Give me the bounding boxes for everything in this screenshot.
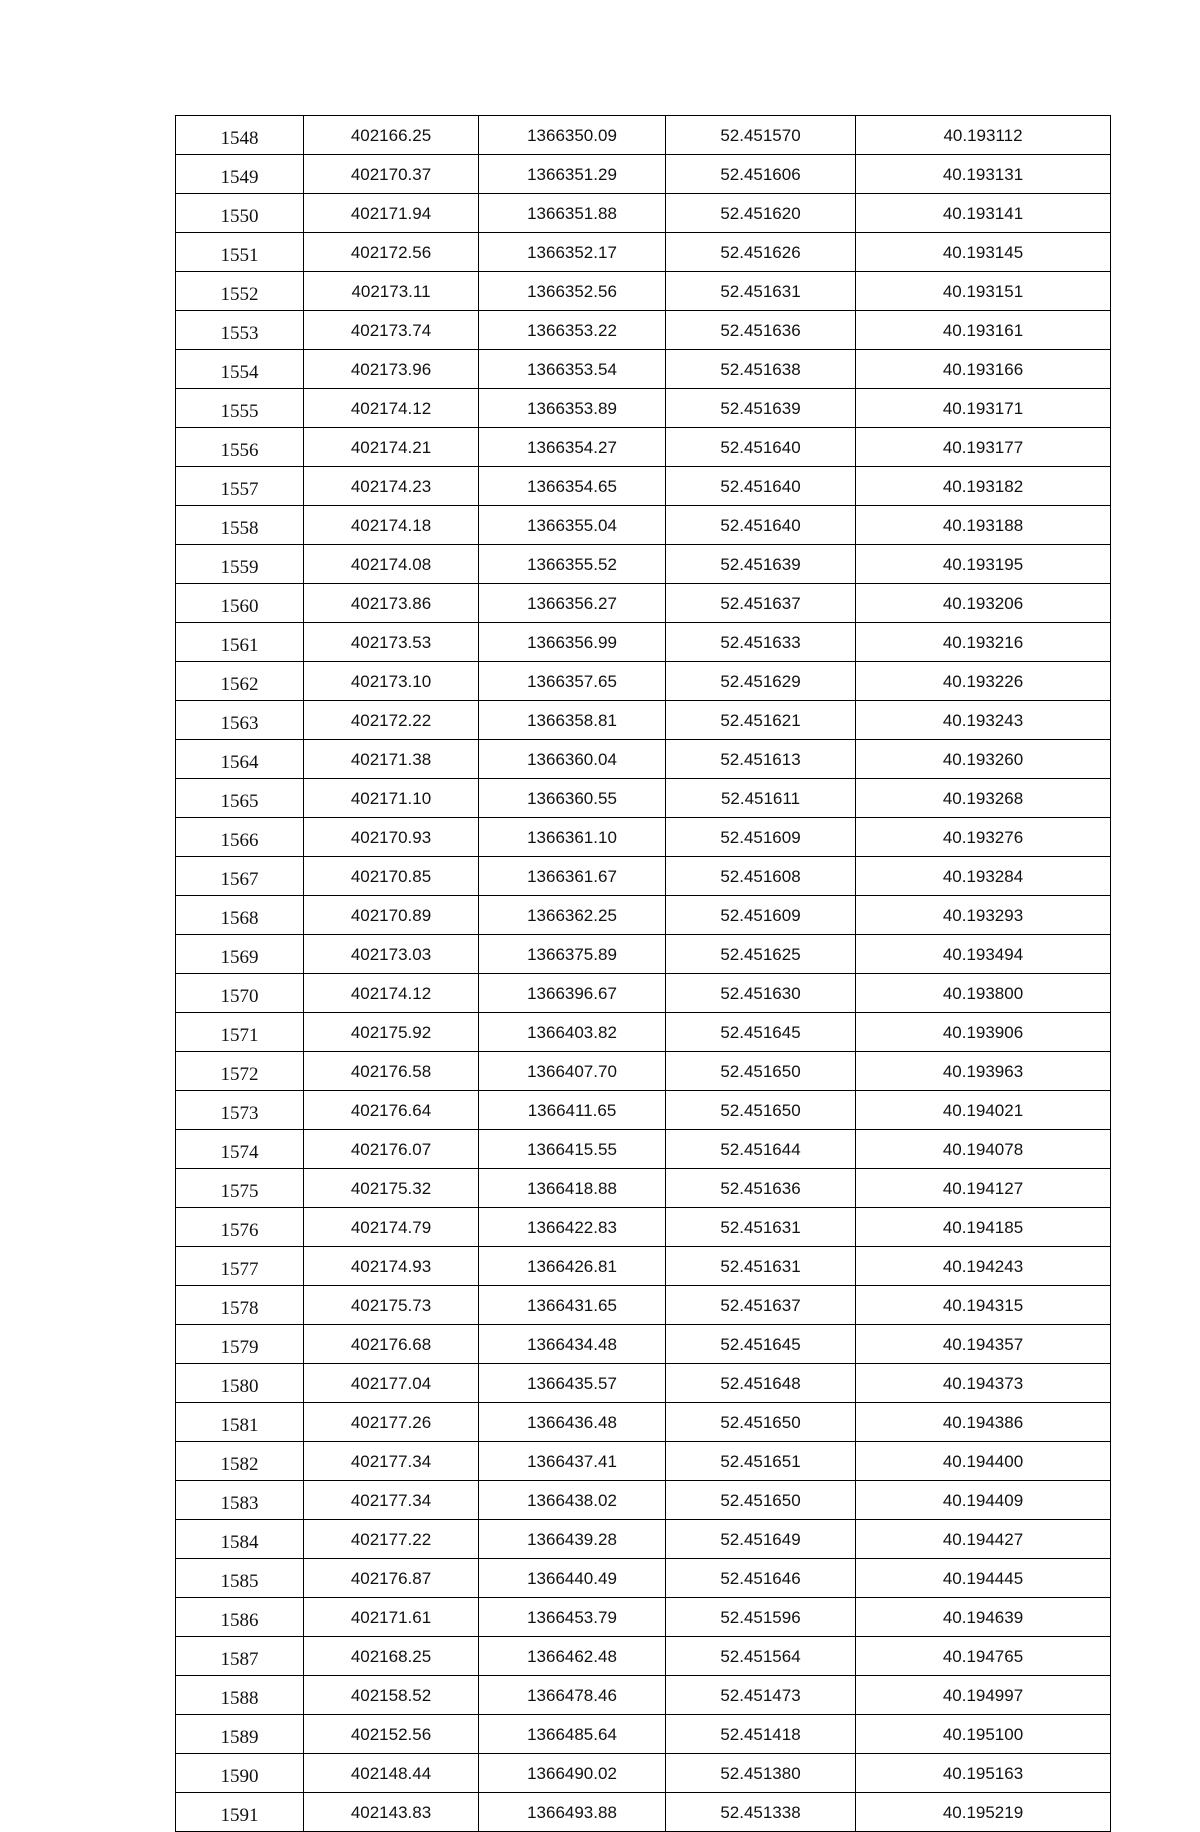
longitude-cell: 40.195219 — [856, 1793, 1111, 1832]
y-coordinate-cell: 1366354.65 — [479, 467, 666, 506]
point-number-cell: 1591 — [176, 1793, 304, 1832]
longitude-cell: 40.193145 — [856, 233, 1111, 272]
point-number-cell: 1576 — [176, 1208, 304, 1247]
table-row — [176, 1169, 1111, 1208]
point-number-cell: 1578 — [176, 1286, 304, 1325]
point-number-cell: 1551 — [176, 233, 304, 272]
y-coordinate-cell: 1366439.28 — [479, 1520, 666, 1559]
longitude-cell: 40.193284 — [856, 857, 1111, 896]
longitude-cell: 40.193494 — [856, 935, 1111, 974]
x-coordinate-cell: 402176.58 — [304, 1052, 479, 1091]
y-coordinate-cell: 1366352.17 — [479, 233, 666, 272]
table-row — [176, 974, 1111, 1013]
y-coordinate-cell: 1366403.82 — [479, 1013, 666, 1052]
point-number-cell: 1583 — [176, 1481, 304, 1520]
longitude-cell: 40.194127 — [856, 1169, 1111, 1208]
x-coordinate-cell: 402166.25 — [304, 116, 479, 155]
y-coordinate-cell: 1366438.02 — [479, 1481, 666, 1520]
point-number-cell: 1581 — [176, 1403, 304, 1442]
latitude-cell: 52.451640 — [666, 506, 856, 545]
latitude-cell: 52.451650 — [666, 1091, 856, 1130]
y-coordinate-cell: 1366355.52 — [479, 545, 666, 584]
point-number-cell: 1556 — [176, 428, 304, 467]
point-number-cell: 1555 — [176, 389, 304, 428]
table-row — [176, 779, 1111, 818]
y-coordinate-cell: 1366431.65 — [479, 1286, 666, 1325]
point-number-cell: 1582 — [176, 1442, 304, 1481]
y-coordinate-cell: 1366407.70 — [479, 1052, 666, 1091]
longitude-cell: 40.193188 — [856, 506, 1111, 545]
latitude-cell: 52.451645 — [666, 1325, 856, 1364]
coordinates-table-body — [176, 116, 1111, 1832]
point-number-cell: 1549 — [176, 155, 304, 194]
table-row — [176, 1559, 1111, 1598]
y-coordinate-cell: 1366361.10 — [479, 818, 666, 857]
longitude-cell: 40.193131 — [856, 155, 1111, 194]
latitude-cell: 52.451609 — [666, 818, 856, 857]
longitude-cell: 40.193963 — [856, 1052, 1111, 1091]
table-row — [176, 233, 1111, 272]
table-row — [176, 623, 1111, 662]
latitude-cell: 52.451639 — [666, 545, 856, 584]
table-row — [176, 1676, 1111, 1715]
table-row — [176, 311, 1111, 350]
x-coordinate-cell: 402148.44 — [304, 1754, 479, 1793]
longitude-cell: 40.194357 — [856, 1325, 1111, 1364]
latitude-cell: 52.451564 — [666, 1637, 856, 1676]
longitude-cell: 40.193166 — [856, 350, 1111, 389]
table-row — [176, 1286, 1111, 1325]
longitude-cell: 40.193151 — [856, 272, 1111, 311]
y-coordinate-cell: 1366434.48 — [479, 1325, 666, 1364]
longitude-cell: 40.193276 — [856, 818, 1111, 857]
y-coordinate-cell: 1366418.88 — [479, 1169, 666, 1208]
table-row — [176, 1442, 1111, 1481]
latitude-cell: 52.451644 — [666, 1130, 856, 1169]
x-coordinate-cell: 402173.96 — [304, 350, 479, 389]
y-coordinate-cell: 1366356.27 — [479, 584, 666, 623]
point-number-cell: 1573 — [176, 1091, 304, 1130]
table-row — [176, 1637, 1111, 1676]
table-row — [176, 194, 1111, 233]
y-coordinate-cell: 1366435.57 — [479, 1364, 666, 1403]
latitude-cell: 52.451631 — [666, 272, 856, 311]
latitude-cell: 52.451637 — [666, 1286, 856, 1325]
point-number-cell: 1560 — [176, 584, 304, 623]
y-coordinate-cell: 1366362.25 — [479, 896, 666, 935]
x-coordinate-cell: 402177.34 — [304, 1481, 479, 1520]
point-number-cell: 1586 — [176, 1598, 304, 1637]
table-row — [176, 155, 1111, 194]
longitude-cell: 40.193800 — [856, 974, 1111, 1013]
y-coordinate-cell: 1366462.48 — [479, 1637, 666, 1676]
table-row — [176, 1247, 1111, 1286]
point-number-cell: 1564 — [176, 740, 304, 779]
point-number-cell: 1567 — [176, 857, 304, 896]
point-number-cell: 1590 — [176, 1754, 304, 1793]
point-number-cell: 1554 — [176, 350, 304, 389]
y-coordinate-cell: 1366415.55 — [479, 1130, 666, 1169]
latitude-cell: 52.451646 — [666, 1559, 856, 1598]
x-coordinate-cell: 402172.22 — [304, 701, 479, 740]
table-row — [176, 584, 1111, 623]
longitude-cell: 40.193906 — [856, 1013, 1111, 1052]
y-coordinate-cell: 1366437.41 — [479, 1442, 666, 1481]
x-coordinate-cell: 402175.92 — [304, 1013, 479, 1052]
longitude-cell: 40.195163 — [856, 1754, 1111, 1793]
longitude-cell: 40.194427 — [856, 1520, 1111, 1559]
longitude-cell: 40.194373 — [856, 1364, 1111, 1403]
y-coordinate-cell: 1366453.79 — [479, 1598, 666, 1637]
x-coordinate-cell: 402176.68 — [304, 1325, 479, 1364]
longitude-cell: 40.193206 — [856, 584, 1111, 623]
latitude-cell: 52.451633 — [666, 623, 856, 662]
longitude-cell: 40.194409 — [856, 1481, 1111, 1520]
y-coordinate-cell: 1366353.54 — [479, 350, 666, 389]
latitude-cell: 52.451631 — [666, 1247, 856, 1286]
table-row — [176, 350, 1111, 389]
point-number-cell: 1550 — [176, 194, 304, 233]
table-row — [176, 701, 1111, 740]
table-row — [176, 116, 1111, 155]
longitude-cell: 40.193226 — [856, 662, 1111, 701]
x-coordinate-cell: 402170.37 — [304, 155, 479, 194]
longitude-cell: 40.193268 — [856, 779, 1111, 818]
latitude-cell: 52.451638 — [666, 350, 856, 389]
x-coordinate-cell: 402174.18 — [304, 506, 479, 545]
table-row — [176, 1052, 1111, 1091]
table-row — [176, 1013, 1111, 1052]
x-coordinate-cell: 402171.94 — [304, 194, 479, 233]
latitude-cell: 52.451640 — [666, 467, 856, 506]
y-coordinate-cell: 1366411.65 — [479, 1091, 666, 1130]
latitude-cell: 52.451640 — [666, 428, 856, 467]
point-number-cell: 1571 — [176, 1013, 304, 1052]
x-coordinate-cell: 402173.10 — [304, 662, 479, 701]
table-row — [176, 467, 1111, 506]
longitude-cell: 40.194078 — [856, 1130, 1111, 1169]
table-row — [176, 1208, 1111, 1247]
x-coordinate-cell: 402174.08 — [304, 545, 479, 584]
y-coordinate-cell: 1366360.55 — [479, 779, 666, 818]
x-coordinate-cell: 402158.52 — [304, 1676, 479, 1715]
y-coordinate-cell: 1366354.27 — [479, 428, 666, 467]
table-row — [176, 545, 1111, 584]
x-coordinate-cell: 402174.79 — [304, 1208, 479, 1247]
latitude-cell: 52.451338 — [666, 1793, 856, 1832]
x-coordinate-cell: 402168.25 — [304, 1637, 479, 1676]
point-number-cell: 1588 — [176, 1676, 304, 1715]
y-coordinate-cell: 1366352.56 — [479, 272, 666, 311]
point-number-cell: 1575 — [176, 1169, 304, 1208]
latitude-cell: 52.451473 — [666, 1676, 856, 1715]
x-coordinate-cell: 402177.26 — [304, 1403, 479, 1442]
x-coordinate-cell: 402175.32 — [304, 1169, 479, 1208]
latitude-cell: 52.451650 — [666, 1052, 856, 1091]
point-number-cell: 1566 — [176, 818, 304, 857]
table-row — [176, 935, 1111, 974]
table-row — [176, 1520, 1111, 1559]
x-coordinate-cell: 402177.22 — [304, 1520, 479, 1559]
latitude-cell: 52.451626 — [666, 233, 856, 272]
y-coordinate-cell: 1366436.48 — [479, 1403, 666, 1442]
x-coordinate-cell: 402173.03 — [304, 935, 479, 974]
point-number-cell: 1563 — [176, 701, 304, 740]
x-coordinate-cell: 402173.74 — [304, 311, 479, 350]
y-coordinate-cell: 1366353.22 — [479, 311, 666, 350]
x-coordinate-cell: 402176.64 — [304, 1091, 479, 1130]
latitude-cell: 52.451650 — [666, 1481, 856, 1520]
y-coordinate-cell: 1366353.89 — [479, 389, 666, 428]
point-number-cell: 1589 — [176, 1715, 304, 1754]
latitude-cell: 52.451596 — [666, 1598, 856, 1637]
point-number-cell: 1562 — [176, 662, 304, 701]
table-row — [176, 506, 1111, 545]
latitude-cell: 52.451611 — [666, 779, 856, 818]
point-number-cell: 1552 — [176, 272, 304, 311]
y-coordinate-cell: 1366356.99 — [479, 623, 666, 662]
x-coordinate-cell: 402143.83 — [304, 1793, 479, 1832]
point-number-cell: 1577 — [176, 1247, 304, 1286]
point-number-cell: 1565 — [176, 779, 304, 818]
longitude-cell: 40.194185 — [856, 1208, 1111, 1247]
point-number-cell: 1580 — [176, 1364, 304, 1403]
point-number-cell: 1585 — [176, 1559, 304, 1598]
table-row — [176, 857, 1111, 896]
y-coordinate-cell: 1366360.04 — [479, 740, 666, 779]
longitude-cell: 40.193195 — [856, 545, 1111, 584]
longitude-cell: 40.194315 — [856, 1286, 1111, 1325]
latitude-cell: 52.451636 — [666, 1169, 856, 1208]
y-coordinate-cell: 1366357.65 — [479, 662, 666, 701]
latitude-cell: 52.451639 — [666, 389, 856, 428]
point-number-cell: 1584 — [176, 1520, 304, 1559]
point-number-cell: 1572 — [176, 1052, 304, 1091]
latitude-cell: 52.451625 — [666, 935, 856, 974]
latitude-cell: 52.451636 — [666, 311, 856, 350]
table-row — [176, 662, 1111, 701]
x-coordinate-cell: 402170.89 — [304, 896, 479, 935]
latitude-cell: 52.451606 — [666, 155, 856, 194]
longitude-cell: 40.194386 — [856, 1403, 1111, 1442]
y-coordinate-cell: 1366478.46 — [479, 1676, 666, 1715]
longitude-cell: 40.193112 — [856, 116, 1111, 155]
latitude-cell: 52.451631 — [666, 1208, 856, 1247]
latitude-cell: 52.451570 — [666, 116, 856, 155]
latitude-cell: 52.451621 — [666, 701, 856, 740]
y-coordinate-cell: 1366351.29 — [479, 155, 666, 194]
y-coordinate-cell: 1366351.88 — [479, 194, 666, 233]
latitude-cell: 52.451613 — [666, 740, 856, 779]
x-coordinate-cell: 402171.61 — [304, 1598, 479, 1637]
coordinates-table — [175, 115, 1111, 1832]
longitude-cell: 40.193182 — [856, 467, 1111, 506]
x-coordinate-cell: 402171.10 — [304, 779, 479, 818]
table-row — [176, 272, 1111, 311]
table-row — [176, 389, 1111, 428]
table-row — [176, 1481, 1111, 1520]
table-row — [176, 1793, 1111, 1832]
table-row — [176, 1754, 1111, 1793]
longitude-cell: 40.193141 — [856, 194, 1111, 233]
latitude-cell: 52.451380 — [666, 1754, 856, 1793]
y-coordinate-cell: 1366485.64 — [479, 1715, 666, 1754]
longitude-cell: 40.193171 — [856, 389, 1111, 428]
point-number-cell: 1568 — [176, 896, 304, 935]
table-row — [176, 818, 1111, 857]
latitude-cell: 52.451648 — [666, 1364, 856, 1403]
latitude-cell: 52.451609 — [666, 896, 856, 935]
point-number-cell: 1558 — [176, 506, 304, 545]
longitude-cell: 40.193161 — [856, 311, 1111, 350]
y-coordinate-cell: 1366396.67 — [479, 974, 666, 1013]
y-coordinate-cell: 1366355.04 — [479, 506, 666, 545]
point-number-cell: 1574 — [176, 1130, 304, 1169]
x-coordinate-cell: 402176.07 — [304, 1130, 479, 1169]
x-coordinate-cell: 402174.12 — [304, 389, 479, 428]
latitude-cell: 52.451629 — [666, 662, 856, 701]
point-number-cell: 1569 — [176, 935, 304, 974]
point-number-cell: 1561 — [176, 623, 304, 662]
x-coordinate-cell: 402175.73 — [304, 1286, 479, 1325]
longitude-cell: 40.194243 — [856, 1247, 1111, 1286]
table-row — [176, 1130, 1111, 1169]
latitude-cell: 52.451650 — [666, 1403, 856, 1442]
latitude-cell: 52.451649 — [666, 1520, 856, 1559]
x-coordinate-cell: 402174.23 — [304, 467, 479, 506]
longitude-cell: 40.194639 — [856, 1598, 1111, 1637]
table-row — [176, 896, 1111, 935]
longitude-cell: 40.195100 — [856, 1715, 1111, 1754]
latitude-cell: 52.451630 — [666, 974, 856, 1013]
longitude-cell: 40.194400 — [856, 1442, 1111, 1481]
longitude-cell: 40.194765 — [856, 1637, 1111, 1676]
y-coordinate-cell: 1366493.88 — [479, 1793, 666, 1832]
y-coordinate-cell: 1366422.83 — [479, 1208, 666, 1247]
longitude-cell: 40.193260 — [856, 740, 1111, 779]
longitude-cell: 40.194997 — [856, 1676, 1111, 1715]
x-coordinate-cell: 402170.85 — [304, 857, 479, 896]
y-coordinate-cell: 1366361.67 — [479, 857, 666, 896]
latitude-cell: 52.451637 — [666, 584, 856, 623]
point-number-cell: 1570 — [176, 974, 304, 1013]
x-coordinate-cell: 402152.56 — [304, 1715, 479, 1754]
x-coordinate-cell: 402172.56 — [304, 233, 479, 272]
table-row — [176, 428, 1111, 467]
longitude-cell: 40.194021 — [856, 1091, 1111, 1130]
y-coordinate-cell: 1366426.81 — [479, 1247, 666, 1286]
latitude-cell: 52.451651 — [666, 1442, 856, 1481]
x-coordinate-cell: 402174.21 — [304, 428, 479, 467]
latitude-cell: 52.451620 — [666, 194, 856, 233]
table-row — [176, 740, 1111, 779]
y-coordinate-cell: 1366440.49 — [479, 1559, 666, 1598]
latitude-cell: 52.451645 — [666, 1013, 856, 1052]
y-coordinate-cell: 1366350.09 — [479, 116, 666, 155]
x-coordinate-cell: 402177.04 — [304, 1364, 479, 1403]
point-number-cell: 1587 — [176, 1637, 304, 1676]
table-row — [176, 1403, 1111, 1442]
longitude-cell: 40.193243 — [856, 701, 1111, 740]
table-row — [176, 1598, 1111, 1637]
table-row — [176, 1364, 1111, 1403]
latitude-cell: 52.451608 — [666, 857, 856, 896]
point-number-cell: 1579 — [176, 1325, 304, 1364]
x-coordinate-cell: 402177.34 — [304, 1442, 479, 1481]
x-coordinate-cell: 402171.38 — [304, 740, 479, 779]
point-number-cell: 1548 — [176, 116, 304, 155]
longitude-cell: 40.193177 — [856, 428, 1111, 467]
x-coordinate-cell: 402174.93 — [304, 1247, 479, 1286]
y-coordinate-cell: 1366358.81 — [479, 701, 666, 740]
latitude-cell: 52.451418 — [666, 1715, 856, 1754]
longitude-cell: 40.194445 — [856, 1559, 1111, 1598]
point-number-cell: 1559 — [176, 545, 304, 584]
x-coordinate-cell: 402174.12 — [304, 974, 479, 1013]
longitude-cell: 40.193216 — [856, 623, 1111, 662]
x-coordinate-cell: 402173.53 — [304, 623, 479, 662]
longitude-cell: 40.193293 — [856, 896, 1111, 935]
x-coordinate-cell: 402173.86 — [304, 584, 479, 623]
y-coordinate-cell: 1366375.89 — [479, 935, 666, 974]
table-row — [176, 1091, 1111, 1130]
y-coordinate-cell: 1366490.02 — [479, 1754, 666, 1793]
table-row — [176, 1325, 1111, 1364]
point-number-cell: 1553 — [176, 311, 304, 350]
x-coordinate-cell: 402173.11 — [304, 272, 479, 311]
table-row — [176, 1715, 1111, 1754]
x-coordinate-cell: 402170.93 — [304, 818, 479, 857]
point-number-cell: 1557 — [176, 467, 304, 506]
x-coordinate-cell: 402176.87 — [304, 1559, 479, 1598]
